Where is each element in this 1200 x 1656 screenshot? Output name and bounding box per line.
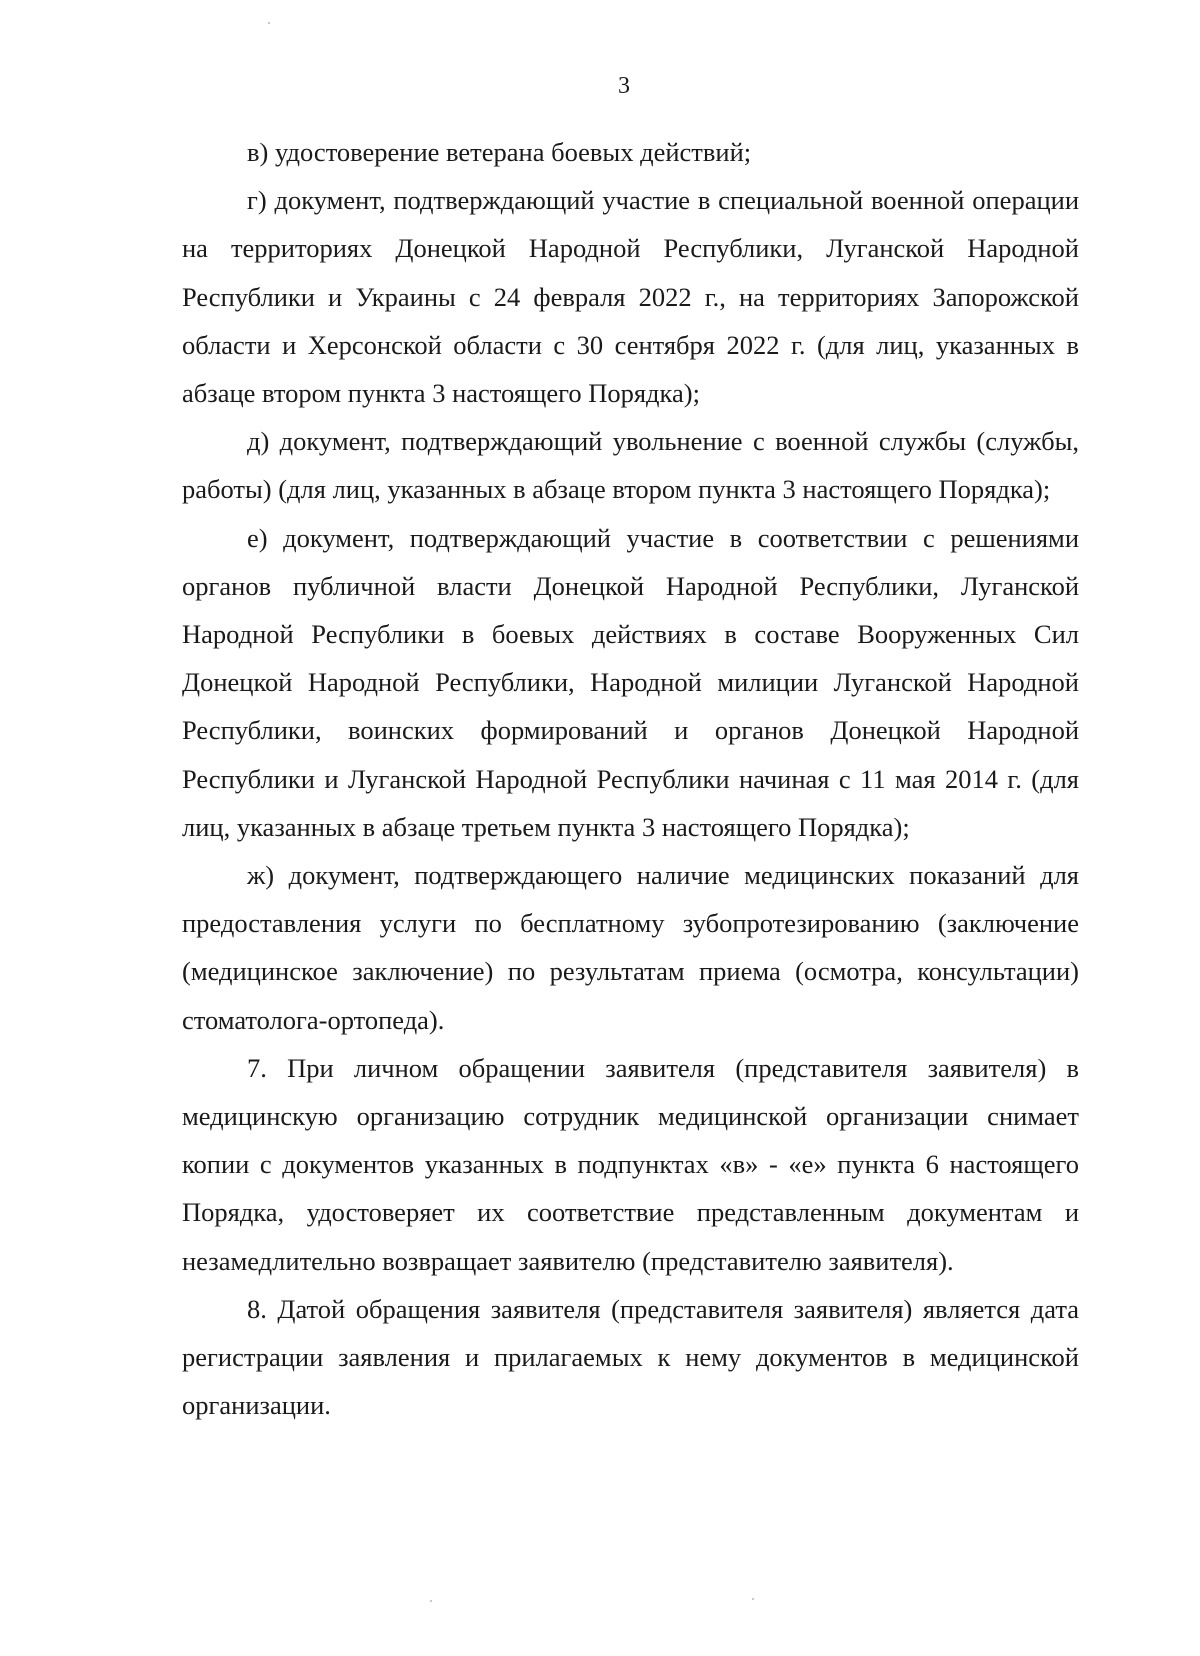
- paragraph-zh-medical-indications-document: ж) документ, подтверждающего наличие медицинских показаний для предоставления услуги по бесплатному зубопротезированию (заключение (медицинское заключение) по результатам приема (осмотра, консультации) стоматолога-ортопеда).: [182, 860, 1079, 1035]
- scan-speck: [752, 1598, 754, 1600]
- paragraph-v-veteran-certificate: в) удостоверение ветерана боевых действий;: [247, 137, 752, 167]
- paragraph-g-special-operation-document: г) документ, подтверждающий участие в специальной военной операции на территориях Донецкой Народной Республики, Луганской Народной Республики и Украины с 24 февраля 2022 г., на территориях Запорожской области и Херсонской области с 30 сентября 2022 г. (для лиц, указанных в абзаце втором пункта 3 настоящего Порядка);: [182, 185, 1079, 409]
- paragraph-e-combat-participation-document: е) документ, подтверждающий участие в соответствии с решениями органов публичной власти Донецкой Народной Республики, Луганской Народной Республики в боевых действиях в составе Вооруженных Сил Донецкой Народной Республики, Народной милиции Луганской Народной Республики, воинских формирований и органов Донецкой Народной Республики и Луганской Народной Республики начиная с 11 мая 2014 г. (для лиц, указанных в абзаце третьем пункта 3 настоящего Порядка);: [182, 522, 1079, 842]
- scan-speck: [268, 22, 270, 24]
- document-body: [182, 128, 1079, 1429]
- paragraph-8-appeal-date: 8. Датой обращения заявителя (представителя заявителя) является дата регистрации заявления и прилагаемых к нему документов в медицинской организации.: [182, 1293, 1079, 1421]
- paragraph-d-discharge-document: д) документ, подтверждающий увольнение с военной службы (службы, работы) (для лиц, указанных в абзаце втором пункта 3 настоящего Порядка);: [182, 426, 1079, 505]
- scan-speck: [430, 1600, 432, 1602]
- page-number: 3: [618, 73, 630, 99]
- paragraph-7-personal-appeal: 7. При личном обращении заявителя (представителя заявителя) в медицинскую организацию сотрудник медицинской организации снимает копии с документов указанных в подпунктах «в» - «е» пункта 6 настоящего Порядка, удостоверяет их соответствие представленным документам и незамедлительно возвращает заявителю (представителю заявителя).: [182, 1052, 1079, 1276]
